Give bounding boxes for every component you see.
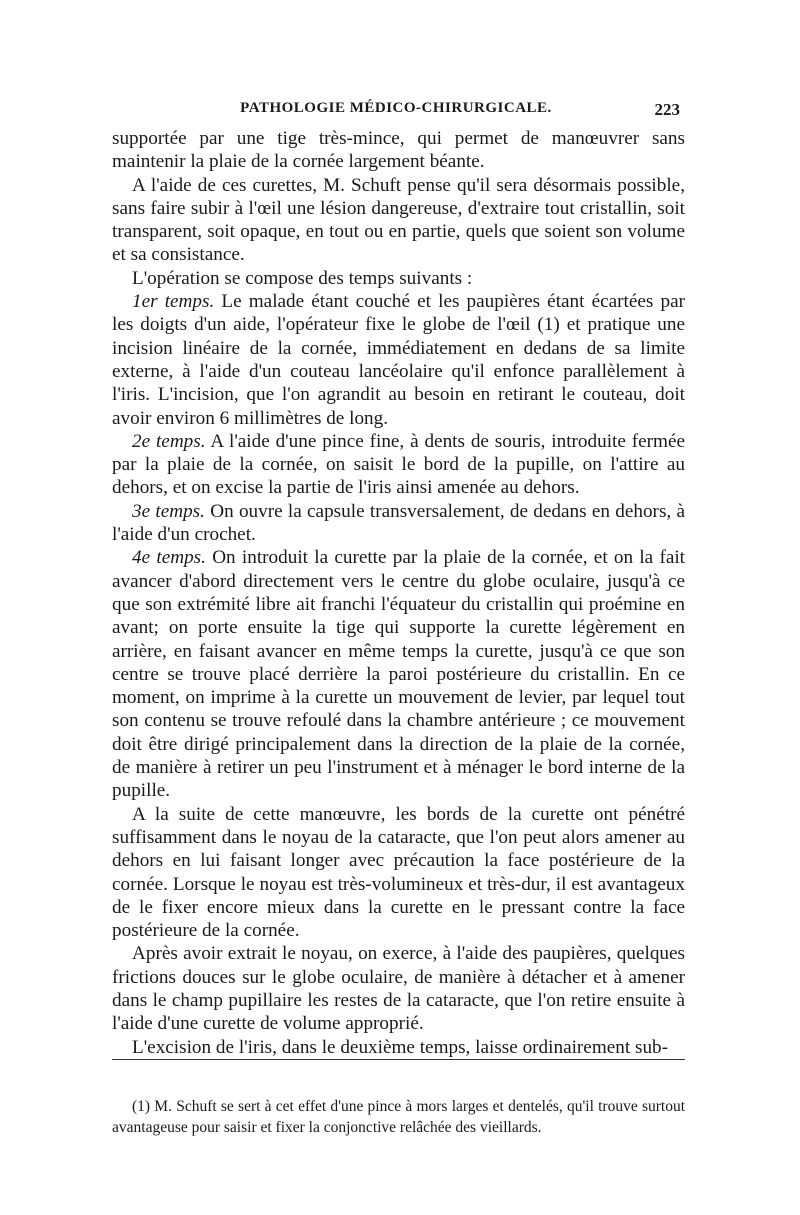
step-label: 3e temps. xyxy=(132,500,205,522)
body-text xyxy=(112,127,685,1059)
paragraph-step-4 xyxy=(112,546,685,802)
footnote-divider xyxy=(112,1059,685,1060)
running-title: PATHOLOGIE MÉDICO-CHIRURGICALE. xyxy=(240,100,552,116)
step-text: On ouvre la capsule transversalement, de dedans en dehors, à l'aide d'un crochet. xyxy=(112,500,686,546)
paragraph-operation: L'opération se compose des temps suivants : xyxy=(132,267,473,289)
footnote: (1) M. Schuft se sert à cet effet d'une pince à mors larges et dentelés, qu'il trouve surtout avantageuse pour saisir et fixer la conjonctive relâchée des vieillards. xyxy=(112,1097,685,1136)
step-text: A l'aide d'une pince fine, à dents de souris, introduite fermée par la plaie de la cornée, on saisit le bord de la pupille, on l'attire au dehors, et on excise la partie de l'iris ainsi amenée au dehors. xyxy=(112,430,685,499)
step-label: 2e temps. xyxy=(132,430,206,452)
paragraph-intro: A l'aide de ces curettes, M. Schuft pense qu'il sera désormais possible, sans faire subir à l'œil une lésion dangereuse, d'extraire tout cristallin, soit transparent, soit opaque, en tout ou en partie, quels que soient son volume et sa consistance. xyxy=(112,174,685,266)
paragraph-step-3 xyxy=(112,500,685,547)
page-header xyxy=(112,100,680,122)
paragraph-step-2 xyxy=(112,430,685,500)
step-text: Le malade étant couché et les paupières étant écartées par les doigts d'un aide, l'opérateur fixe le globe de l'œil (1) et pratique une incision linéaire de la cornée, immédiatement en dedans de sa limite externe, à l'aide d'un couteau lancéolaire qu'il enfonce parallèlement à l'iris. L'incision, que l'on agrandit au besoin en retirant le couteau, doit avoir environ 6 millimètres de long. xyxy=(112,291,685,429)
paragraph-manoeuvre: A la suite de cette manœuvre, les bords de la curette ont pénétré suffisamment dans le noyau de la cataracte, que l'on peut alors amener au dehors en lui faisant longer avec précaution la face postérieure de la cornée. Lorsque le noyau est très-volumineux et très-dur, il est avantageux de le fixer encore mieux dans la curette en le pressant contre la face postérieure de la cornée. xyxy=(112,803,685,942)
step-label: 1er temps. xyxy=(132,291,215,313)
paragraph-step-1 xyxy=(112,290,685,430)
step-label: 4e temps. xyxy=(132,547,206,569)
paragraph-continuation: supportée par une tige très-mince, qui permet de manœuvrer sans maintenir la plaie de la cornée largement béante. xyxy=(112,128,685,173)
step-text: On introduit la curette par la plaie de la cornée, et on la fait avancer d'abord directement vers le centre du globe oculaire, jusqu'à ce que son extrémité libre ait franchi l'équateur du cristallin qui proémine en avant; on porte ensuite la tige qui supporte la curette légèrement en arrière, en faisant avancer en même temps la curette, jusqu'à ce que son centre se trouve placé derrière la paroi postérieure du cristallin. En ce moment, on imprime à la curette un mouvement de levier, par lequel tout son contenu se trouve refoulé dans la chambre antérieure ; ce mouvement doit être dirigé principalement dans la direction de la plaie de la cornée, de manière à retirer un peu l'instrument et à ménager le bord interne de la pupille. xyxy=(112,547,686,802)
paragraph-iris-excision: L'excision de l'iris, dans le deuxième temps, laisse ordinairement sub- xyxy=(132,1036,669,1058)
page-number: 223 xyxy=(654,100,680,119)
paragraph-extraction: Après avoir extrait le noyau, on exerce, à l'aide des paupières, quelques frictions douces sur le globe oculaire, de manière à détacher et à amener dans le champ pupillaire les restes de la cataracte, que l'on retire ensuite à l'aide d'une curette de volume approprié. xyxy=(112,943,685,1035)
